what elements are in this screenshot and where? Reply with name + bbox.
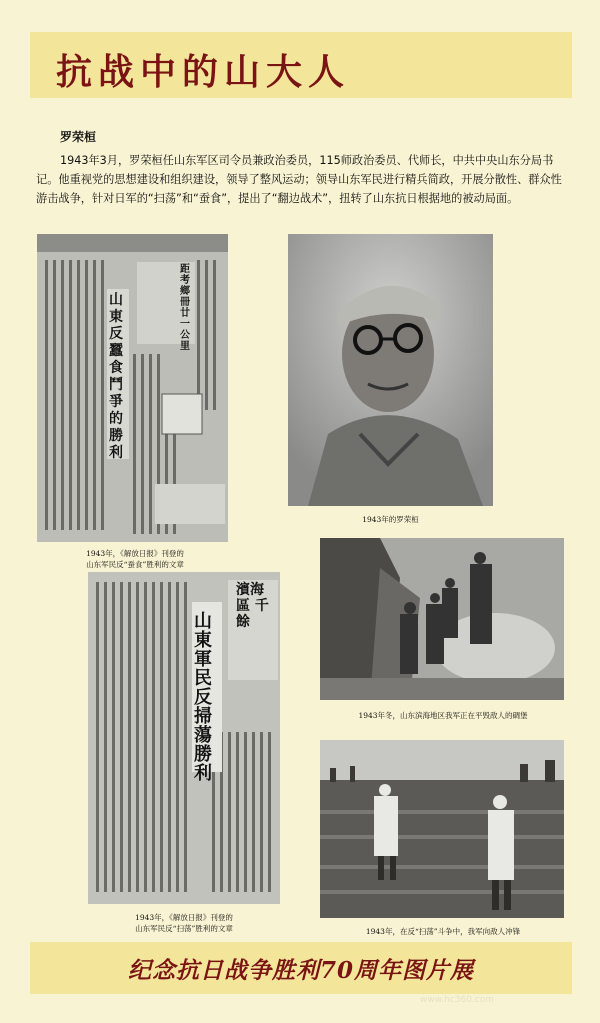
blockhouse-caption: 1943年冬，山东滨海地区我军正在平毁敌人的碉堡 xyxy=(358,711,528,720)
portrait-caption: 1943年的罗荣桓 xyxy=(362,515,419,524)
charge-image xyxy=(320,740,564,918)
intro-paragraph: 1943年3月，罗荣桓任山东军区司令员兼政治委员，115师政治委员、代师长，中共中央山东分局书记。他重视党的思想建设和组织建设，领导了整风运动；领导山东军民进行精兵简政，开展分散性、群众性游击战争，针对日军的“扫荡”和“蚕食”，提出了“翻边战术”，扭转了山东抗日根据地的被动局面。 xyxy=(36,154,562,205)
blockhouse-demolition-photo xyxy=(320,538,564,700)
newspaper1-side-headline: 距考鄉冊廿一公里 xyxy=(180,264,190,352)
person-name: 罗荣桓 xyxy=(60,130,97,144)
caption-line: 山东军民反“蚕食”胜利的文章 xyxy=(86,560,184,569)
blockhouse-image xyxy=(320,538,564,700)
newspaper-clipping-anti-nibbling xyxy=(37,234,228,542)
charge-photo xyxy=(320,740,564,918)
newspaper2-headline: 山東軍民反掃蕩勝利 xyxy=(194,611,212,784)
charge-caption: 1943年，在反“扫荡”斗争中，我军向敌人冲锋 xyxy=(365,927,521,936)
newspaper-clipping-anti-sweep xyxy=(88,572,280,904)
caption-line: 1943年，《解放日报》刊登的 xyxy=(135,913,233,922)
exhibition-footer-title: 纪念抗日战争胜利70周年图片展 xyxy=(127,957,474,984)
watermark: www.hc360.com xyxy=(420,995,495,1005)
portrait-image xyxy=(288,234,493,506)
caption-line: 山东军民反“扫荡”胜利的文章 xyxy=(135,924,233,933)
newspaper2-masthead: 濱海區 千餘 xyxy=(236,582,269,630)
portrait-photo xyxy=(288,234,493,506)
caption-line: 1943年，《解放日报》刊登的 xyxy=(86,549,184,558)
newspaper-texture xyxy=(37,234,228,542)
newspaper2-caption xyxy=(86,912,282,934)
page-title: 抗战中的山大人 xyxy=(56,51,351,93)
newspaper1-caption xyxy=(40,548,230,570)
newspaper1-headline: 山東反蠶食鬥爭的勝利 xyxy=(109,292,123,461)
